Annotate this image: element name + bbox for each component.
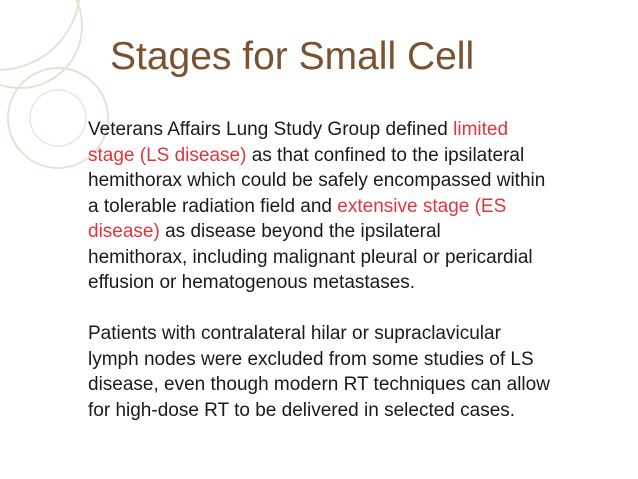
text-line [88,372,636,398]
text-line [88,117,636,143]
text-line [88,347,636,373]
text-segment: hemithorax which could be safely encompassed within [88,170,546,191]
paragraph-exclusion-note [88,321,636,423]
text-segment: Veterans Affairs Lung Study Group defined [88,119,454,140]
text-segment: a tolerable radiation field and [88,195,338,217]
paragraph-spacer [88,296,636,322]
highlighted-term: disease) [88,221,160,242]
slide-title: Stages for Small Cell [110,35,475,78]
highlighted-term: stage (LS disease) [88,144,247,166]
text-segment: Patients with contralateral hilar or supraclavicular [88,323,501,344]
text-line [88,143,636,169]
text-segment: as that confined to the ipsilateral [246,144,525,166]
text-line [88,219,636,245]
text-segment: disease, even though modern RT techniques can allow [88,374,550,395]
text-line [88,245,636,271]
decor-circle-inner [30,90,86,146]
text-line [88,194,636,220]
decor-circle-medium [0,0,82,88]
slide-body [88,117,636,423]
text-line [88,398,636,424]
text-segment: effusion or hematogenous metastases. [88,272,416,293]
decor-circle-large [0,0,80,70]
text-segment: hemithorax, including malignant pleural or pericardial [88,246,533,268]
highlighted-term: limited [453,119,509,140]
text-segment: lymph nodes were excluded from some studies of LS [88,348,534,370]
text-segment: as disease beyond the ipsilateral [159,221,441,242]
text-line [88,321,636,347]
highlighted-term: extensive stage (ES [337,195,507,217]
text-line [88,168,636,194]
text-line [88,270,636,296]
paragraph-stage-definitions [88,117,636,296]
text-segment: for high-dose RT to be delivered in selected cases. [88,399,516,421]
